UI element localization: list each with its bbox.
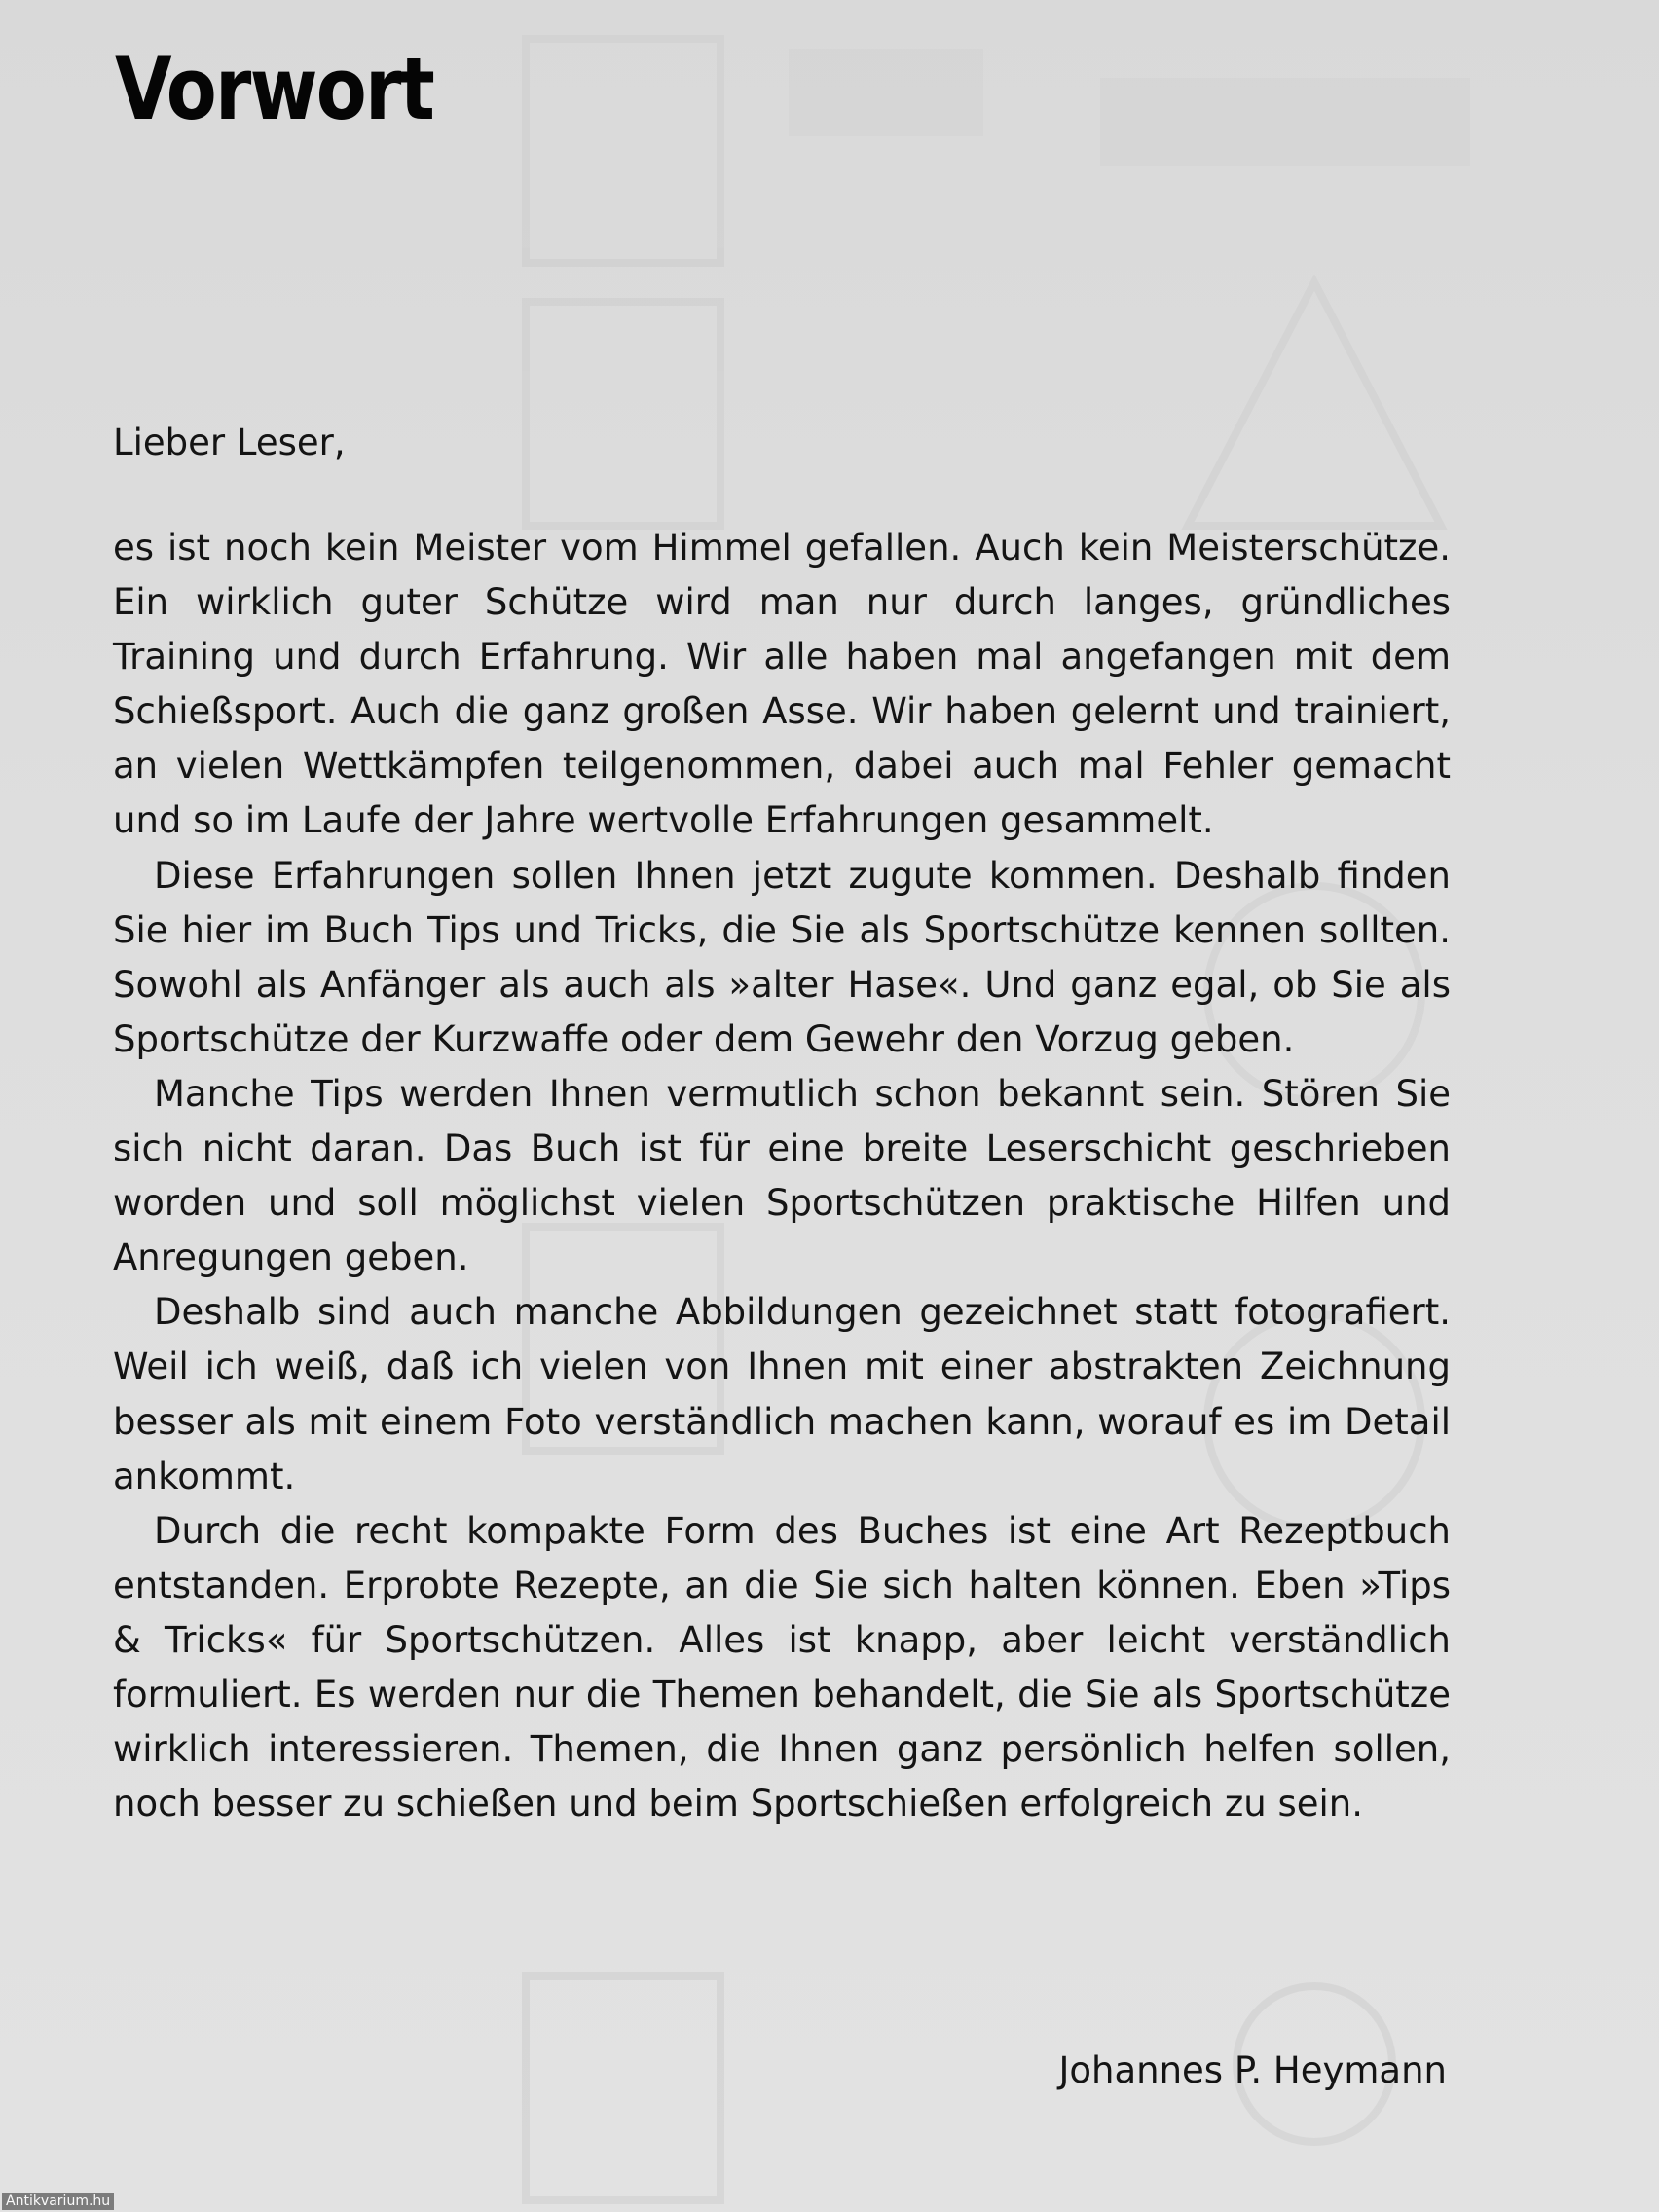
body-text bbox=[113, 521, 1451, 1831]
author-signature: Johannes P. Heymann bbox=[1058, 2049, 1447, 2091]
paragraph: Deshalb sind auch manche Abbildungen gezeichnet statt fotografiert. Weil ich weiß, daß ich vielen von Ihnen mit einer abstrakten Zeichnung besser als mit einem Foto verständlich machen kann, worauf es im Detail ankommt. bbox=[113, 1291, 1451, 1497]
watermark-label: Antikvarium.hu bbox=[2, 2193, 114, 2210]
salutation: Lieber Leser, bbox=[113, 422, 346, 463]
paragraph: Durch die recht kompakte Form des Buches ist eine Art Rezeptbuch entstanden. Erprobte Rezepte, an die Sie sich halten können. Eben »Tips & Tricks« für Sportschützen. Alles ist knapp, aber leicht verständlich formuliert. Es werden nur die Themen behandelt, die Sie als Sportschütze wirklich interessieren. Themen, die Ihnen ganz persönlich helfen sollen, noch besser zu schießen und beim Sportschießen erfolgreich zu sein. bbox=[113, 1509, 1451, 1825]
paragraph: Manche Tips werden Ihnen vermutlich schon bekannt sein. Stören Sie sich nicht daran. Das Buch ist für eine breite Leserschicht geschrieben worden und soll möglichst vielen Sportschützen praktische Hilfen und Anregungen geben. bbox=[113, 1072, 1451, 1279]
paragraph: es ist noch kein Meister vom Himmel gefallen. Auch kein Meisterschütze. Ein wirklich guter Schütze wird man nur durch langes, gründliches Training und durch Erfahrung. Wir alle haben mal angefangen mit dem Schießsport. Auch die ganz großen Asse. Wir haben gelernt und trainiert, an vielen Wettkämpfen teilgenommen, dabei auch mal Fehler gemacht und so im Laufe der Jahre wertvolle Erfahrungen gesammelt. bbox=[113, 527, 1451, 842]
paragraph: Diese Erfahrungen sollen Ihnen jetzt zugute kommen. Deshalb finden Sie hier im Buch Tips und Tricks, die Sie als Sportschütze kennen sollten. Sowohl als Anfänger als auch als »alter Hase«. Und ganz egal, ob Sie als Sportschütze der Kurzwaffe oder dem Gewehr den Vorzug geben. bbox=[113, 854, 1451, 1060]
page-title: Vorwort bbox=[115, 39, 434, 139]
